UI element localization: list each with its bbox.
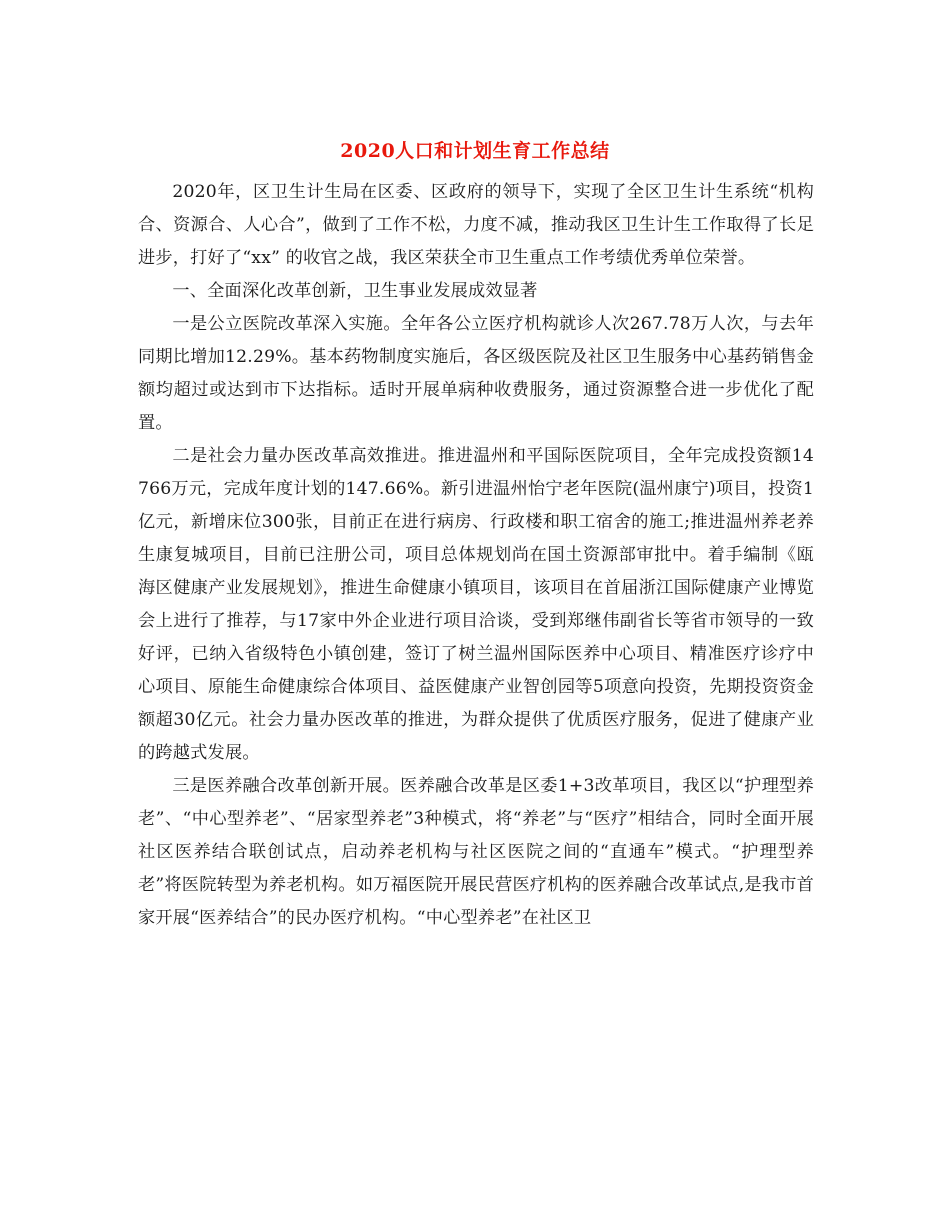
paragraph-medical-elderly-care: 三是医养融合改革创新开展。医养融合改革是区委1+3改革项目，我区以“护理型养老”、“中心型养老”、“居家型养老”3种模式，将“养老”与“医疗”相结合，同时全面开展社区医养结合联创试点，启动养老机构与社区医院之间的“直通车”模式。“护理型养老”将医院转型为养老机构。如万福医院开展民营医疗机构的医养融合改革试点,是我市首家开展“医养结合”的民办医疗机构。“中心型养老”在社区卫 xyxy=(138,776,814,928)
document-body xyxy=(138,176,814,935)
section-heading-1: 一、全面深化改革创新，卫生事业发展成效显著 xyxy=(172,281,538,301)
paragraph-social-medical-reform: 二是社会力量办医改革高效推进。推进温州和平国际医院项目，全年完成投资额14766万元，完成年度计划的147.66%。新引进温州怡宁老年医院(温州康宁)项目，投资1亿元，新增床位300张，目前正在进行病房、行政楼和职工宿舍的施工;推进温州养老养生康复城项目，目前已注册公司，项目总体规划尚在国土资源部审批中。着手编制《瓯海区健康产业发展规划》，推进生命健康小镇项目，该项目在首届浙江国际健康产业博览会上进行了推荐，与17家中外企业进行项目洽谈，受到郑继伟副省长等省市领导的一致好评，已纳入省级特色小镇创建，签订了树兰温州国际医养中心项目、精准医疗诊疗中心项目、原能生命健康综合体项目、益医健康产业智创园等5项意向投资，先期投资资金额超30亿元。社会力量办医改革的推进，为群众提供了优质医疗服务，促进了健康产业的跨越式发展。 xyxy=(138,446,814,763)
paragraph-intro: 2020年，区卫生计生局在区委、区政府的领导下，实现了全区卫生计生系统“机构合、资源合、人心合”，做到了工作不松，力度不减，推动我区卫生计生工作取得了长足进步，打好了“xx” 的收官之战，我区荣获全市卫生重点工作考绩优秀单位荣誉。 xyxy=(138,182,814,268)
paragraph-public-hospital-reform: 一是公立医院改革深入实施。全年各公立医疗机构就诊人次267.78万人次，与去年同期比增加12.29%。基本药物制度实施后，各区级医院及社区卫生服务中心基药销售金额均超过或达到市下达指标。适时开展单病种收费服务，通过资源整合进一步优化了配置。 xyxy=(138,314,814,433)
document-title: 2020人口和计划生育工作总结 xyxy=(340,140,610,162)
